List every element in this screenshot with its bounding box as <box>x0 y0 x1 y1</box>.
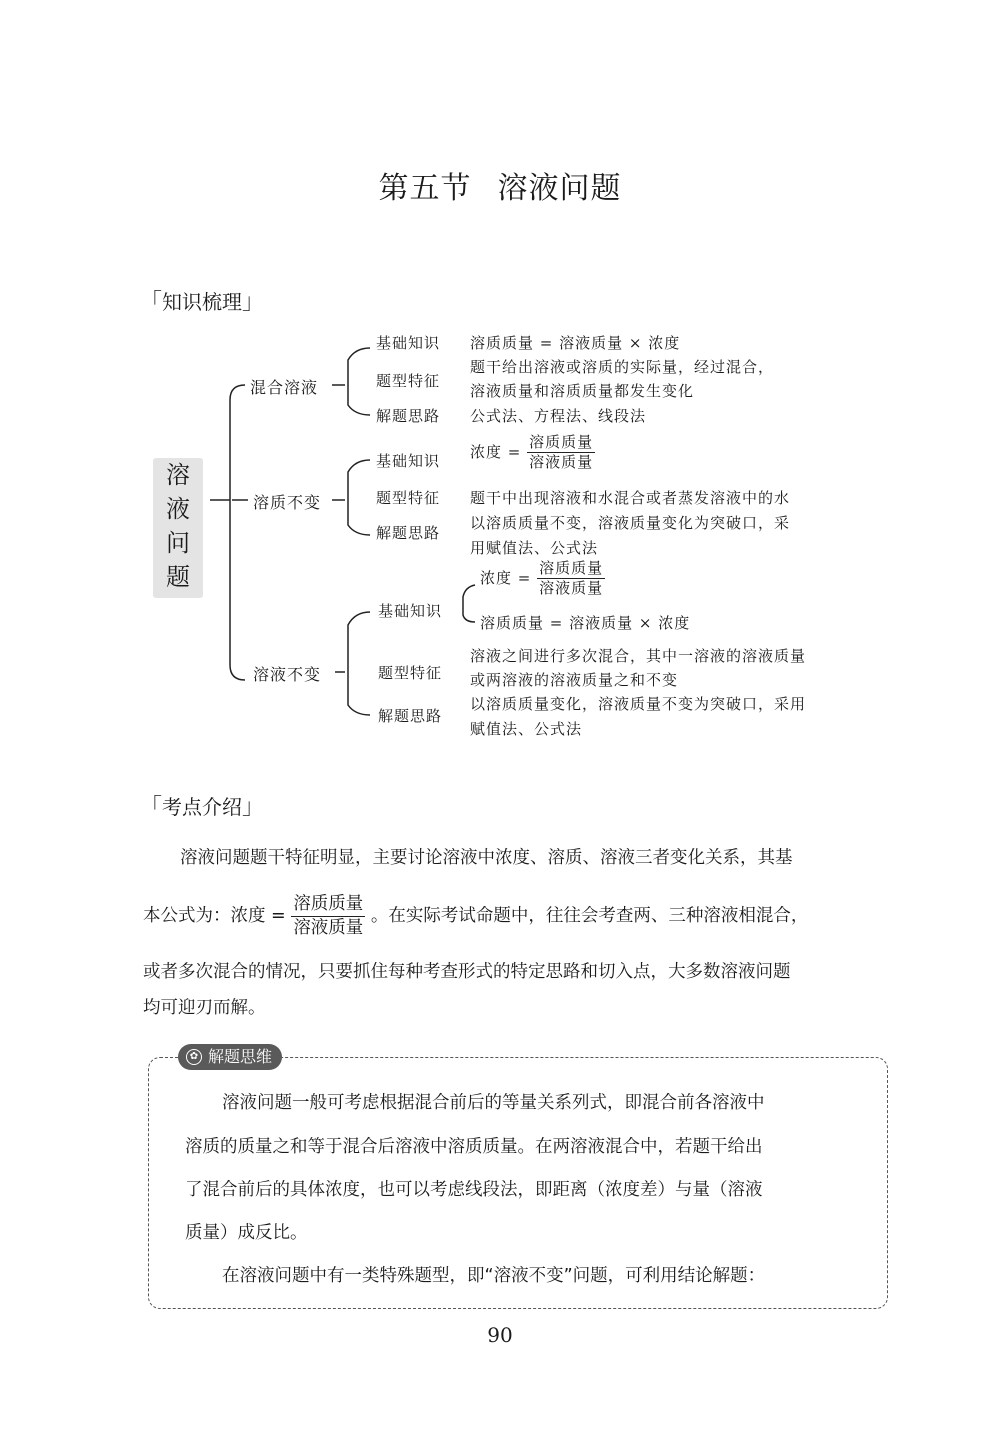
b2-approach-value-1: 以溶质质量不变，溶液质量变化为突破口，采 <box>470 514 791 532</box>
b3-approach-key: 解题思路 <box>378 707 443 725</box>
b3-feature-value-1: 溶液之间进行多次混合，其中一溶液的溶液质量 <box>470 647 807 665</box>
b1-basic-key: 基础知识 <box>376 334 441 352</box>
knowledge-heading: 「知识梳理」 <box>140 290 265 315</box>
b2-feature-value: 题干中出现溶液和水混合或者蒸发溶液中的水 <box>470 489 791 507</box>
b1-basic-value: 溶质质量 = 溶液质量 × 浓度 <box>470 334 681 352</box>
b3-basic-formula-2: 溶质质量 = 溶液质量 × 浓度 <box>480 614 691 632</box>
intro-concentration-fraction: $\frac{\text{溶质质量}}{\text{溶液质量}}$ <box>293 894 364 938</box>
b3-concentration-fraction: $\frac{\text{溶质质量}}{\text{溶液质量}}$ <box>539 559 604 598</box>
tip-line-4: 质量）成反比。 <box>185 1223 308 1243</box>
root-spine <box>230 385 245 680</box>
b3-approach-value-1: 以溶质质量变化，溶液质量不变为突破口，采用 <box>470 695 807 713</box>
b2-approach-value-2: 用赋值法、公式法 <box>470 539 599 557</box>
b2-approach-key: 解题思路 <box>376 524 441 542</box>
b2-basic-key: 基础知识 <box>376 452 441 470</box>
b1-feature-value-1: 题干给出溶液或溶质的实际量，经过混合， <box>470 358 775 376</box>
b1-feature-key: 题型特征 <box>376 372 441 390</box>
branch-solute-constant: 溶质不变 <box>253 493 322 512</box>
mindmap-root: 溶 液 问 题 <box>153 458 203 598</box>
b3-feature-key: 题型特征 <box>378 664 443 682</box>
section-number: 第五节 <box>378 171 472 206</box>
b2-concentration-fraction: $\frac{\text{溶质质量}}{\text{溶液质量}}$ <box>529 433 594 472</box>
tip-line-3: 了混合前后的具体浓度，也可以考虑线段法，即距离（浓度差）与量（溶液 <box>185 1180 763 1200</box>
thinking-tag: ✿ 解题思维 <box>178 1044 282 1070</box>
intro-line-1: 溶液问题题干特征明显，主要讨论溶液中浓度、溶质、溶液三者变化关系，其基 <box>180 848 793 868</box>
branch-mixed-solution: 混合溶液 <box>250 378 319 397</box>
tip-line-1: 溶液问题一般可考虑根据混合前后的等量关系列式，即混合前各溶液中 <box>222 1093 765 1113</box>
tip-line-5: 在溶液问题中有一类特殊题型，即“溶液不变”问题，可利用结论解题： <box>222 1266 766 1286</box>
b1-approach-value: 公式法、方程法、线段法 <box>470 407 647 425</box>
b1-approach-key: 解题思路 <box>376 407 441 425</box>
b2-basic-value: 浓度 = $\frac{\text{溶质质量}}{\text{溶液质量}}$ <box>470 433 594 472</box>
branch-solution-constant: 溶液不变 <box>253 665 322 684</box>
tip-line-2: 溶质的质量之和等于混合后溶液中溶质质量。在两溶液混合中，若题干给出 <box>185 1137 763 1157</box>
flower-icon: ✿ <box>186 1049 202 1065</box>
b1-feature-value-2: 溶液质量和溶质质量都发生变化 <box>470 382 695 400</box>
page-number: 90 <box>487 1323 513 1347</box>
section-name: 溶液问题 <box>497 171 622 206</box>
b3-basic-key: 基础知识 <box>378 602 443 620</box>
b3-feature-value-2: 或两溶液的溶液质量之和不变 <box>470 671 679 689</box>
intro-line-4: 均可迎刃而解。 <box>143 998 266 1018</box>
b2-feature-key: 题型特征 <box>376 489 441 507</box>
b3-basic-formula-1: 浓度 = $\frac{\text{溶质质量}}{\text{溶液质量}}$ <box>480 559 604 598</box>
intro-line-3: 或者多次混合的情况，只要抓住每种考查形式的特定思路和切入点，大多数溶液问题 <box>143 962 791 982</box>
intro-line-2: 本公式为：浓度 = $\frac{\text{溶质质量}}{\text{溶液质量}}$ 。在实际考试命题中，往往会考查两、三种溶液相混合， <box>143 894 809 938</box>
b3-approach-value-2: 赋值法、公式法 <box>470 720 583 738</box>
exam-points-heading: 「考点介绍」 <box>140 795 265 820</box>
